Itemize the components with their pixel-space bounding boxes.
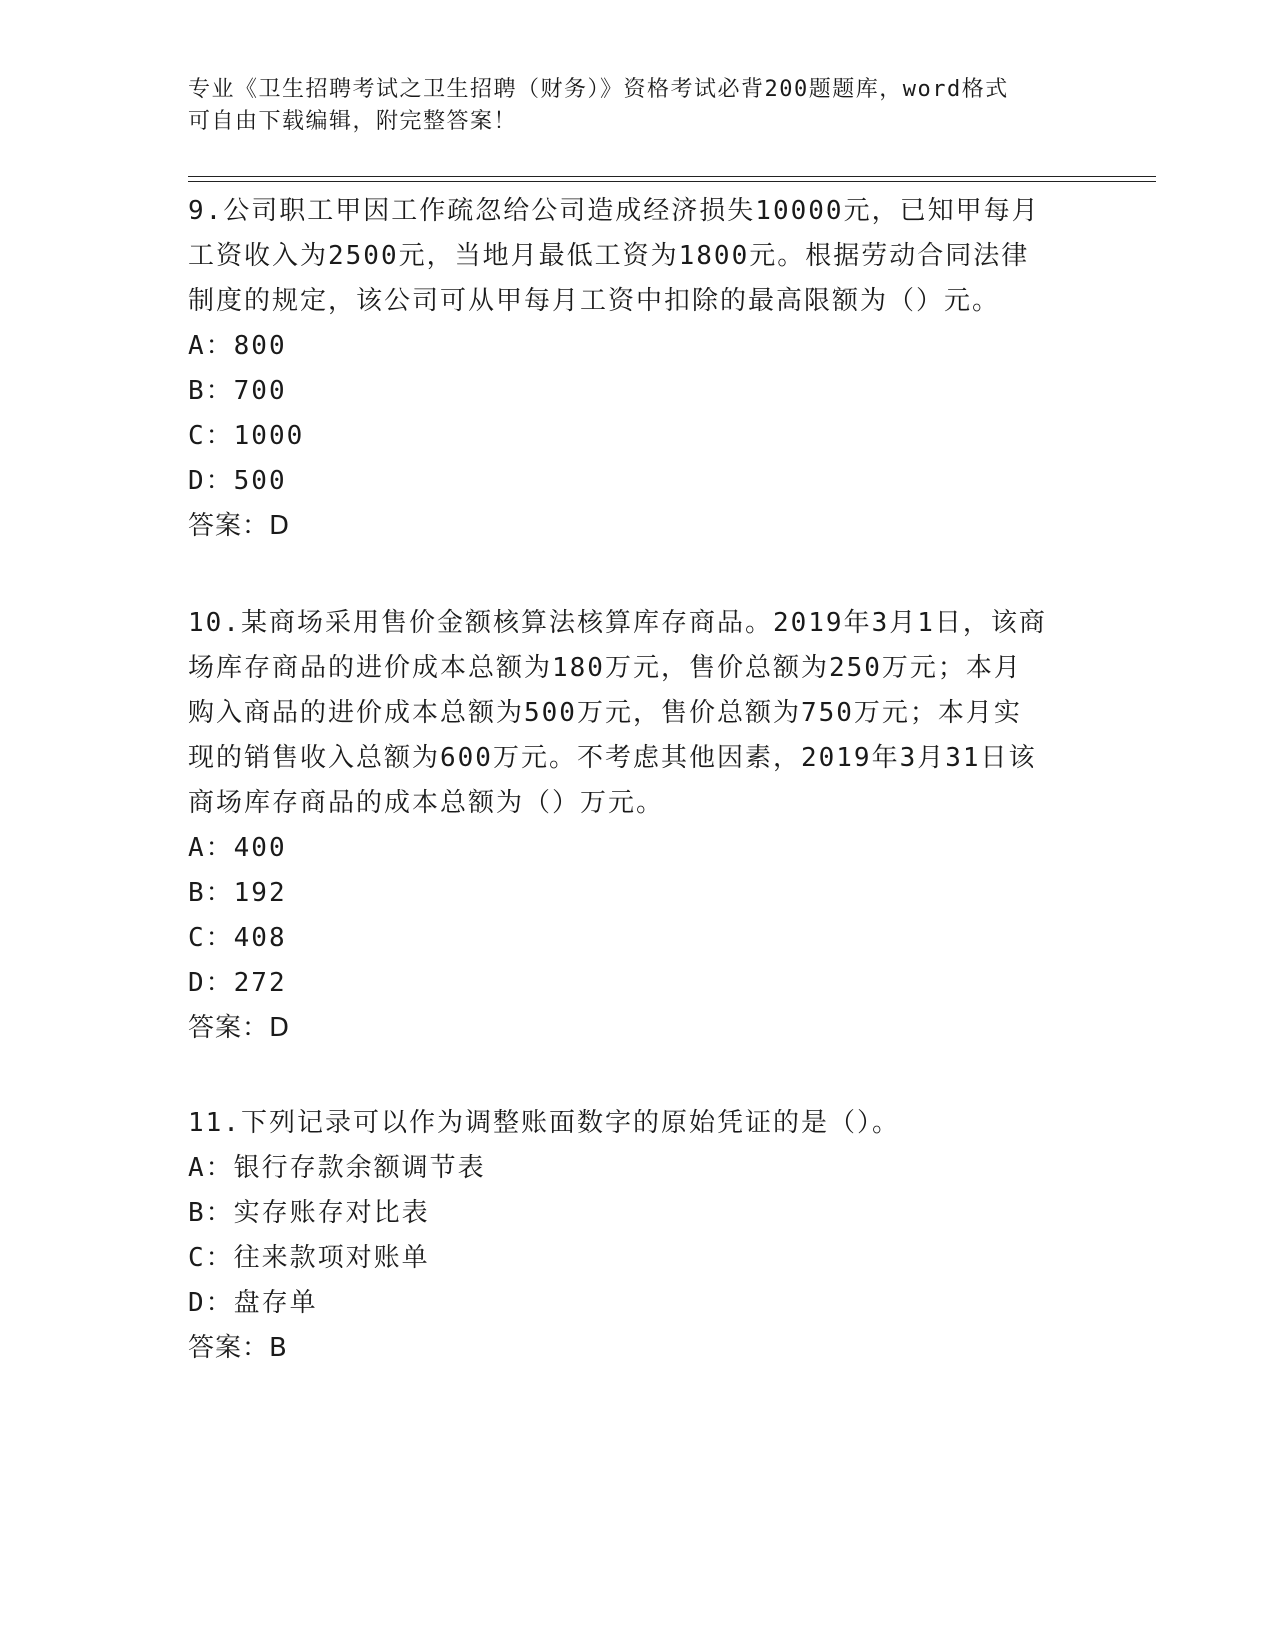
question-stem-line: 购入商品的进价成本总额为500万元，售价总额为750万元；本月实 — [188, 698, 1022, 728]
question-stem-line: 11.下列记录可以作为调整账面数字的原始凭证的是（）。 — [188, 1108, 900, 1138]
answer-line: 答案：D — [188, 511, 291, 541]
option-d: D：272 — [188, 968, 287, 998]
option-c: C：往来款项对账单 — [188, 1243, 430, 1273]
document-header — [188, 74, 1088, 138]
question-10 — [188, 601, 1088, 1051]
option-d: D：盘存单 — [188, 1288, 318, 1318]
question-stem-line: 现的销售收入总额为600万元。不考虑其他因素，2019年3月31日该 — [188, 743, 1037, 773]
option-c: C：1000 — [188, 421, 305, 451]
question-11 — [188, 1101, 1088, 1371]
question-stem-line: 制度的规定，该公司可从甲每月工资中扣除的最高限额为（）元。 — [188, 286, 1001, 316]
question-stem-line: 10.某商场采用售价金额核算法核算库存商品。2019年3月1日，该商 — [188, 608, 1047, 638]
option-a: A：400 — [188, 833, 287, 863]
question-stem-line: 工资收入为2500元，当地月最低工资为1800元。根据劳动合同法律 — [188, 241, 1030, 271]
option-d: D：500 — [188, 466, 287, 496]
option-c: C：408 — [188, 923, 287, 953]
answer-line: 答案：D — [188, 1013, 291, 1043]
option-b: B：700 — [188, 376, 287, 406]
option-a: A：800 — [188, 331, 287, 361]
question-stem-line: 9.公司职工甲因工作疏忽给公司造成经济损失10000元，已知甲每月 — [188, 196, 1040, 226]
header-divider-top — [188, 176, 1156, 177]
question-9 — [188, 189, 1088, 549]
answer-line: 答案：B — [188, 1333, 288, 1363]
header-divider-bottom — [188, 181, 1156, 182]
option-b: B：192 — [188, 878, 287, 908]
header-line-2: 可自由下载编辑，附完整答案！ — [188, 109, 518, 134]
question-stem-line: 商场库存商品的成本总额为（）万元。 — [188, 788, 665, 818]
option-b: B：实存账存对比表 — [188, 1198, 430, 1228]
header-line-1: 专业《卫生招聘考试之卫生招聘（财务）》资格考试必背200题题库，word格式 — [188, 77, 1009, 102]
option-a: A：银行存款余额调节表 — [188, 1153, 486, 1183]
question-stem-line: 场库存商品的进价成本总额为180万元，售价总额为250万元；本月 — [188, 653, 1022, 683]
